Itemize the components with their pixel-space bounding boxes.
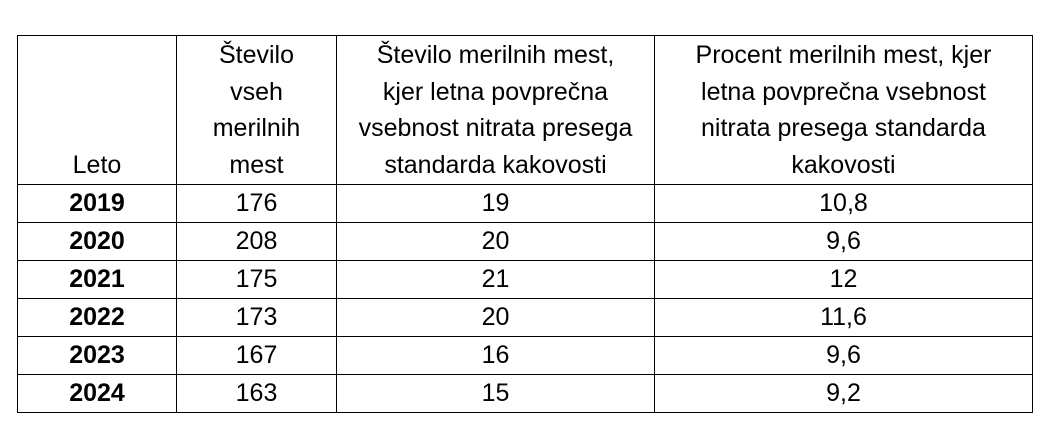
cell-total-sites: 167	[177, 337, 337, 375]
nitrate-measuring-sites-table	[17, 35, 1033, 413]
cell-total-sites: 176	[177, 185, 337, 223]
table-header	[18, 36, 1033, 185]
table-body	[18, 185, 1033, 413]
cell-exceeding-sites: 19	[337, 185, 655, 223]
cell-percent-exceeding: 9,2	[655, 375, 1033, 413]
cell-year: 2020	[18, 223, 177, 261]
cell-year: 2019	[18, 185, 177, 223]
cell-year: 2023	[18, 337, 177, 375]
header-percent-exceeding: Procent merilnih mest, kjer letna povprečna vsebnost nitrata presega standarda kakovosti	[655, 36, 1033, 185]
cell-percent-exceeding: 12	[655, 261, 1033, 299]
table-row	[18, 185, 1033, 223]
cell-percent-exceeding: 9,6	[655, 337, 1033, 375]
table-row	[18, 299, 1033, 337]
cell-percent-exceeding: 11,6	[655, 299, 1033, 337]
table-row	[18, 337, 1033, 375]
cell-exceeding-sites: 16	[337, 337, 655, 375]
cell-year: 2021	[18, 261, 177, 299]
cell-exceeding-sites: 15	[337, 375, 655, 413]
table-row	[18, 223, 1033, 261]
cell-exceeding-sites: 21	[337, 261, 655, 299]
cell-total-sites: 163	[177, 375, 337, 413]
header-year: Leto	[18, 36, 177, 185]
cell-total-sites: 175	[177, 261, 337, 299]
cell-year: 2022	[18, 299, 177, 337]
header-row	[18, 36, 1033, 185]
cell-exceeding-sites: 20	[337, 299, 655, 337]
table-row	[18, 375, 1033, 413]
cell-total-sites: 208	[177, 223, 337, 261]
header-exceeding-sites: Število merilnih mest, kjer letna povprečna vsebnost nitrata presega standarda kakovosti	[337, 36, 655, 185]
table-row	[18, 261, 1033, 299]
cell-percent-exceeding: 10,8	[655, 185, 1033, 223]
cell-percent-exceeding: 9,6	[655, 223, 1033, 261]
cell-exceeding-sites: 20	[337, 223, 655, 261]
cell-total-sites: 173	[177, 299, 337, 337]
header-total-sites: Število vseh merilnih mest	[177, 36, 337, 185]
cell-year: 2024	[18, 375, 177, 413]
